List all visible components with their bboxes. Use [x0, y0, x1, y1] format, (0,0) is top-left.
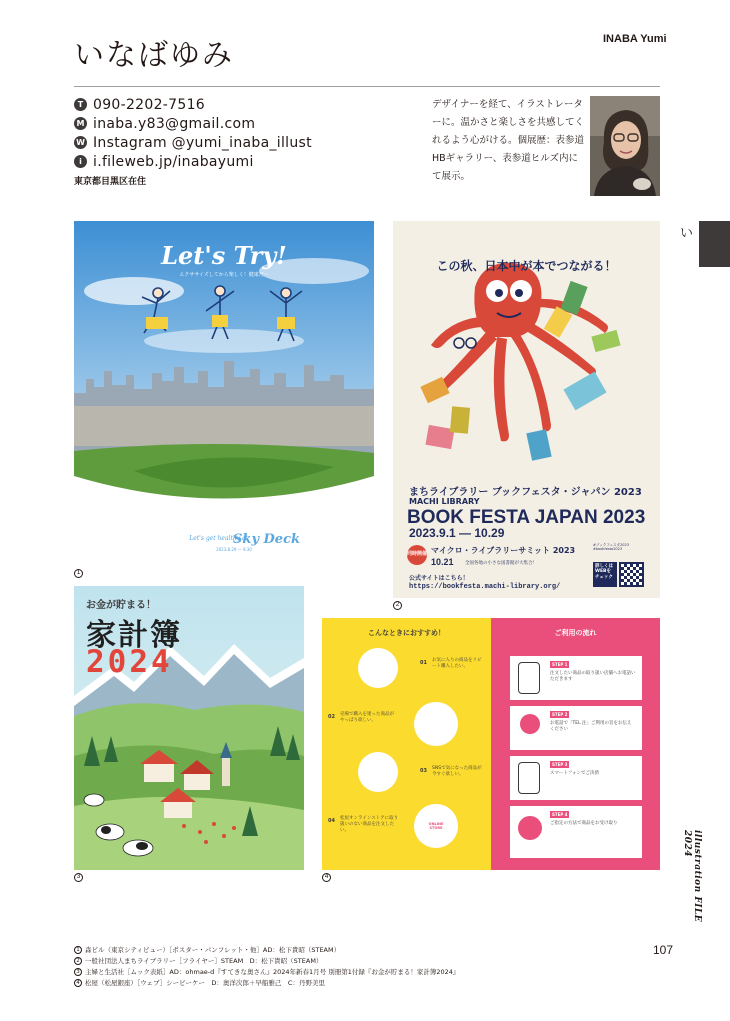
instagram-handle[interactable]: Instagram @yumi_inaba_illust	[93, 134, 312, 151]
work4-item2-text: 売場で購入を迷った商品がやっぱり欲しい。	[340, 712, 394, 724]
work1-skydeck-poster	[74, 221, 374, 566]
work3-kakeibo-cover	[74, 586, 304, 870]
work2-badge: 同時開催	[407, 545, 427, 565]
work4-left-header: こんなときにおすすめ！	[367, 629, 446, 637]
phone-number[interactable]: 090-2202-7516	[93, 96, 205, 113]
work2-web-label: 公式サイトはこちら！	[409, 575, 469, 582]
artist-address: 東京都目黒区在住	[74, 177, 147, 187]
credit-captions	[74, 944, 654, 988]
work4-right-header: ご利用の流れ	[554, 629, 597, 637]
work4-step2-label: STEP 2	[552, 712, 568, 717]
work4-online-store: ONLINE STORE	[428, 822, 444, 830]
index-kana: い	[680, 226, 694, 241]
contact-web	[74, 133, 312, 152]
work3-tagline: お金が貯まる！	[86, 600, 156, 611]
work2-jp-title: まちライブラリー ブックフェスタ・ジャパン 2023	[409, 487, 642, 498]
caption-row	[74, 955, 654, 966]
artist-bio: デザイナーを経て、イラストレーターに。温かさと楽しさを共感してくれるよう心がける。個展歴：表参道HBギャラリー、表参道ヒルズ内にて展示。	[432, 99, 585, 182]
work4-item3-num: 03	[420, 768, 427, 774]
caption-text: 森ビル（東京シティビュー）［ポスター・パンフレット・他］AD：松下貴昭（STEAM）	[85, 946, 341, 954]
work4-item1-num: 01	[420, 660, 427, 666]
book-title-vertical: illustration FILE 2024	[682, 830, 702, 923]
info-icon: i	[74, 155, 87, 168]
work4-step4-text: ご指定の方法で商品をお受け取り	[550, 821, 618, 826]
work3-year: 2024	[86, 644, 173, 680]
work4-item1-illustration	[358, 648, 398, 688]
work4-step1-label: STEP 1	[552, 662, 568, 667]
caption-text: 主婦と生活社［ムック表紙］AD：ohmae-d『すてきな奥さん』2024年新春1月号 別冊第1付録『お金が貯まる！家計簿2024』	[85, 968, 460, 976]
caption-number: 4	[74, 979, 82, 987]
work4-item1-text: お気に入りの商品をリピート購入したい。	[432, 658, 482, 670]
skydeck-brand: Sky Deck	[233, 532, 300, 547]
work4-step2-card	[510, 706, 642, 750]
work4-step2-text: お電話で「TEL 注」ご利用の旨をお伝えください	[550, 721, 632, 733]
work4-item2-illustration	[414, 702, 458, 746]
work3-title: 家計簿	[86, 618, 182, 653]
work2-number: 2	[393, 601, 402, 610]
caption-number: 3	[74, 968, 82, 976]
phone-icon	[518, 662, 540, 694]
caption-number: 1	[74, 946, 82, 954]
work4-number: 4	[322, 873, 331, 882]
work4-item4-num: 04	[328, 818, 335, 824]
work1-title: Let's Try!	[161, 241, 287, 270]
work2-en-small: MACHI LIBRARY	[409, 497, 480, 506]
work4-step1-card	[510, 656, 642, 700]
work2-bookfesta-flyer	[393, 221, 660, 598]
caption-number: 2	[74, 957, 82, 965]
work2-url[interactable]: https://bookfesta.machi-library.org/	[409, 583, 561, 591]
header-divider	[74, 86, 660, 87]
caption-row	[74, 944, 654, 955]
person-icon	[520, 714, 540, 734]
work4-matsuya-web	[322, 618, 660, 870]
work2-summit: マイクロ・ライブラリーサミット 2023	[431, 546, 576, 555]
work4-item3-text: SNSで気になった商品が今すぐ欲しい。	[432, 766, 482, 778]
work4-item2-num: 02	[328, 714, 335, 720]
caption-row	[74, 977, 654, 988]
work2-hashtags: #ブックフェスタ2023 #bookfesta2023	[593, 543, 629, 552]
smartphone-icon	[518, 762, 540, 794]
work1-dates: 2023.8.29 — 9.30	[216, 547, 252, 552]
contact-portfolio	[74, 152, 312, 171]
work4-step1-text: 注文したい商品の取り扱い店舗へお電話いただきます	[550, 671, 636, 683]
contact-phone	[74, 95, 312, 114]
artist-romaji: INABA Yumi	[603, 33, 667, 45]
work4-step4-card	[510, 806, 642, 858]
web-icon: W	[74, 136, 87, 149]
work2-summit-note: 全国各地の小さな図書館が大集合！	[465, 561, 537, 566]
work4-step3-text: スマートフォンでご決済	[550, 771, 600, 776]
work1-subtitle: エクササイズしてから楽しく！健康だ〜	[179, 272, 269, 278]
artist-portrait	[590, 96, 660, 196]
work1-brand-line: Let's get healthy at	[189, 535, 248, 542]
work2-en-big: BOOK FESTA JAPAN 2023	[407, 507, 646, 528]
portfolio-url[interactable]: i.fileweb.jp/inabayumi	[93, 153, 254, 170]
delivery-icon	[518, 816, 542, 840]
work3-number: 3	[74, 873, 83, 882]
caption-text: 一般社団法人まちライブラリー［フライヤー］STEAM D：松下貴昭（STEAM）	[85, 957, 323, 965]
index-tab	[699, 221, 730, 267]
caption-row	[74, 966, 654, 977]
email-address[interactable]: inaba.y83@gmail.com	[93, 115, 256, 132]
page-number: 107	[653, 943, 674, 957]
work4-item3-illustration	[358, 752, 398, 792]
work2-dates: 2023.9.1 — 10.29	[409, 526, 505, 540]
work2-summit-date: 10.21	[431, 557, 454, 567]
work4-step3-card	[510, 756, 642, 800]
contact-list	[74, 95, 312, 171]
work4-item4-text: 松屋オンラインストアに取り扱いのない商品を注文したい。	[340, 816, 399, 834]
qr-code-icon[interactable]	[619, 562, 644, 587]
work2-check: 詳しくはWEBをチェック	[593, 562, 617, 587]
contact-email	[74, 114, 312, 133]
work2-headline: この秋、日本中が本でつながる！	[436, 259, 617, 273]
caption-text: 松屋（松屋銀座）［ウェブ］シービーケー D：奥洋次郎＋早船雅己 C：丹野美里	[85, 979, 325, 987]
work1-number: 1	[74, 569, 83, 578]
mail-icon: M	[74, 117, 87, 130]
phone-icon: T	[74, 98, 87, 111]
work4-step3-label: STEP 3	[552, 762, 568, 767]
artist-name: いなばゆみ	[74, 38, 234, 73]
work4-step4-label: STEP 4	[552, 812, 568, 817]
